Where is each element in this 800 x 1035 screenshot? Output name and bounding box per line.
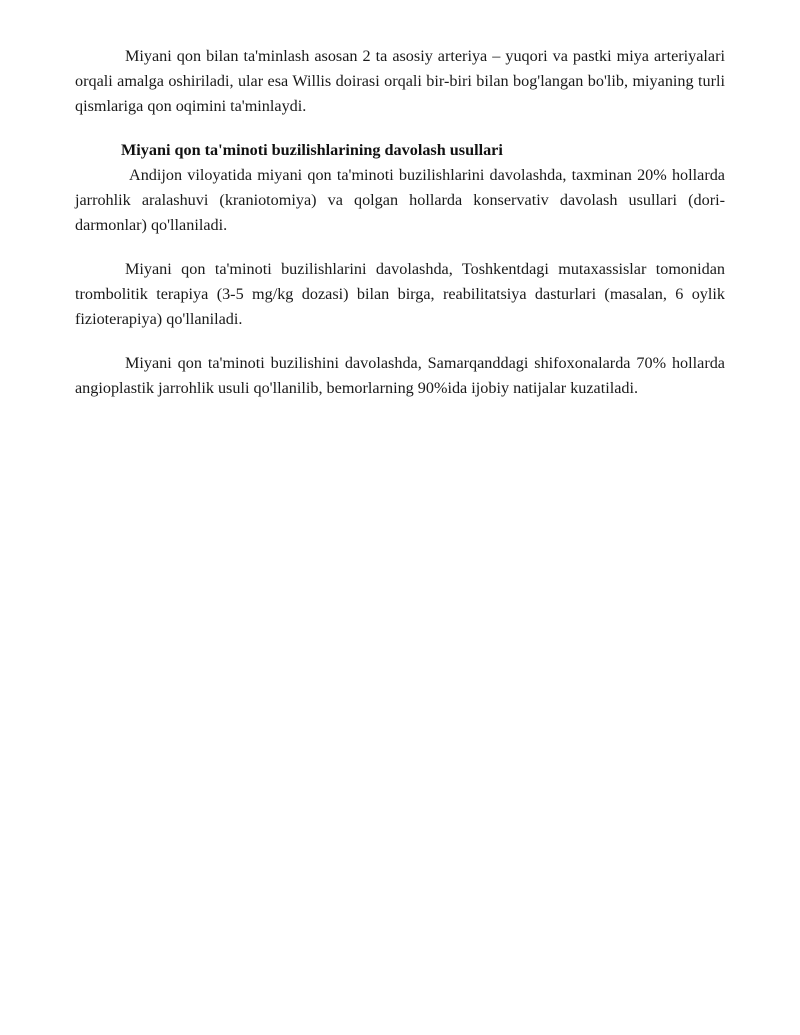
paragraph-samarqand: Miyani qon ta'minoti buzilishini davolashda, Samarqanddagi shifoxonalarda 70% hollarda angioplastik jarrohlik usuli qo'llanilib, bemorlarning 90%ida ijobiy natijalar kuzatiladi. <box>75 354 725 397</box>
paragraph-blood-supply: Miyani qon bilan ta'minlash asosan 2 ta asosiy arteriya – yuqori va pastki miya arteriyalari orqali amalga oshiriladi, ular esa Willis doirasi orqali bir-biri bilan bog'langan bo'lib, miyaning turli qismlariga qon oqimini ta'minlaydi. <box>75 47 725 115</box>
paragraph-andijon: Andijon viloyatida miyani qon ta'minoti buzilishlarini davolashda, taxminan 20% hollarda jarrohlik aralashuvi (kraniotomiya) va qolgan hollarda konservativ davolash usullari (dori-darmonlar) qo'llaniladi. <box>75 166 725 234</box>
document-page <box>75 44 725 401</box>
section-heading: Miyani qon ta'minoti buzilishlarining davolash usullari <box>121 141 503 159</box>
paragraph-toshkent: Miyani qon ta'minoti buzilishlarini davolashda, Toshkentdagi mutaxassislar tomonidan trombolitik terapiya (3-5 mg/kg dozasi) bilan birga, reabilitatsiya dasturlari (masalan, 6 oylik fizioterapiya) qo'llaniladi. <box>75 260 725 328</box>
